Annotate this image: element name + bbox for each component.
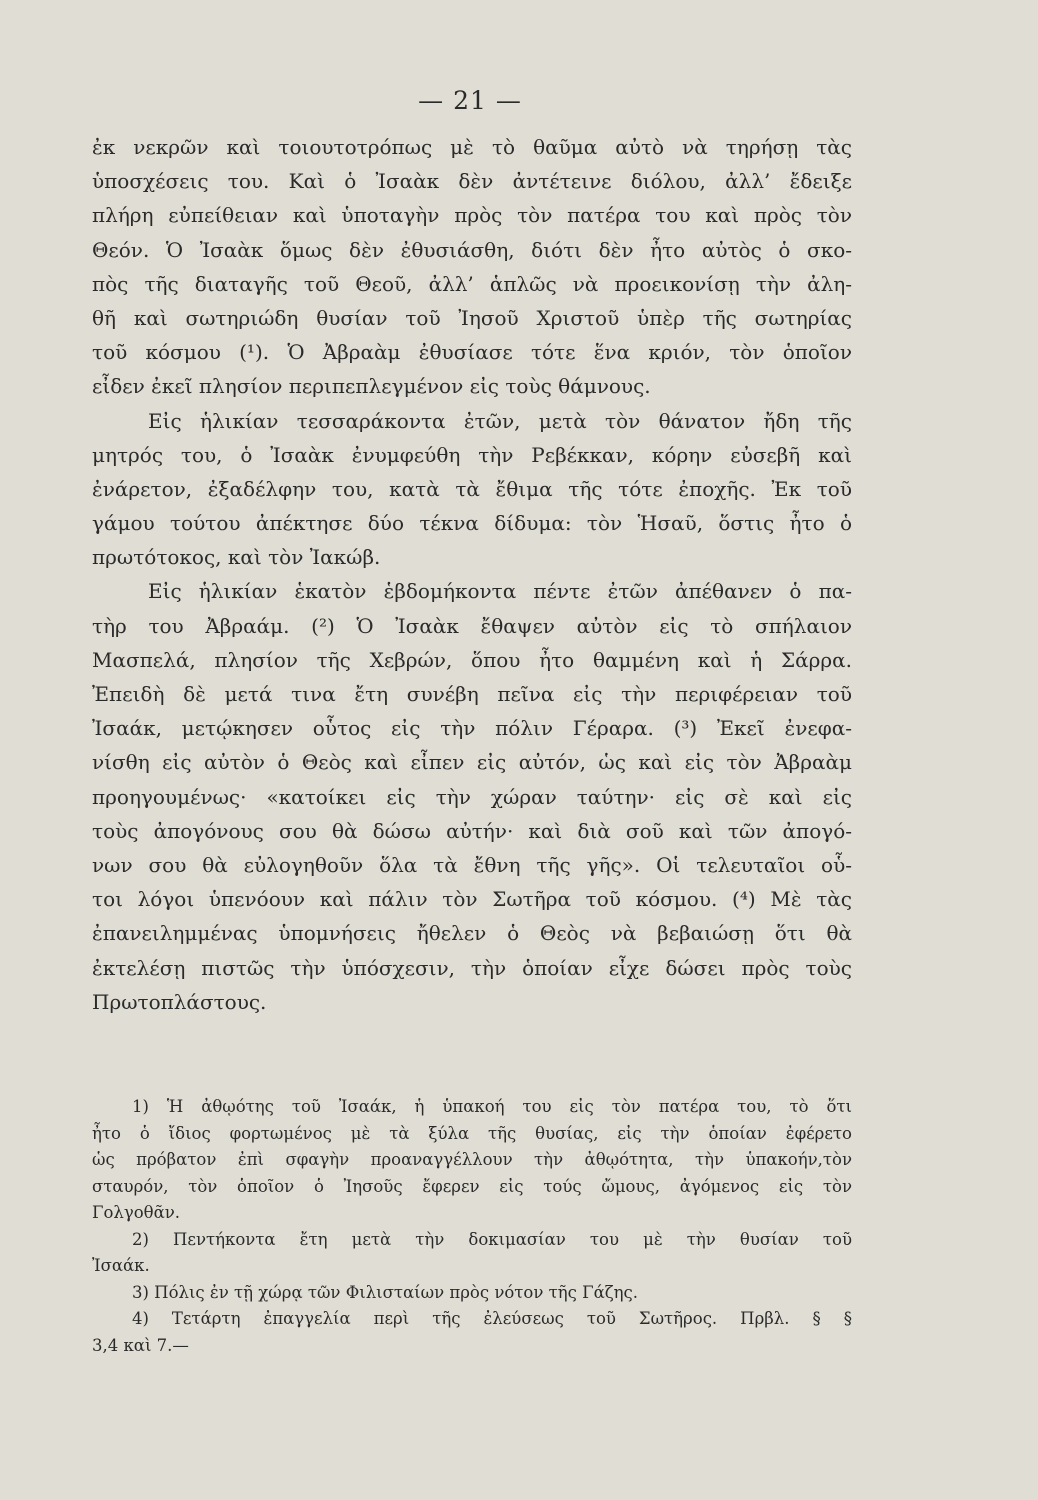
main-text — [92, 130, 852, 1019]
footnote-line: ὡς πρόβατον ἐπὶ σφαγὴν προαναγγέλλουν τὴν ἀθῳότητα, τὴν ὑπακοήν,τὸν — [92, 1150, 852, 1169]
text-line: ὑποσχέσεις του. Καὶ ὁ Ἰσαὰκ δὲν ἀντέτεινε διόλου, ἀλλ’ ἔδειξε — [92, 169, 852, 194]
footnote-3: 3) Πόλις ἐν τῇ χώρᾳ τῶν Φιλισταίων πρὸς νότον τῆς Γάζης. — [132, 1282, 639, 1302]
text-line: τὴρ του Ἀβραάμ. (²) Ὁ Ἰσαὰκ ἔθαψεν αὐτὸν εἰς τὸ σπήλαιον — [92, 613, 852, 638]
paragraph-start: Εἰς ἡλικίαν τεσσαράκοντα ἐτῶν, μετὰ τὸν θάνατον ἤδη τῆς — [148, 408, 852, 433]
text-line: θῆ καὶ σωτηριώδη θυσίαν τοῦ Ἰησοῦ Χριστοῦ ὑπὲρ τῆς σωτηρίας — [92, 305, 852, 330]
footnote-1: 1) Ἡ ἀθῳότης τοῦ Ἰσαάκ, ἡ ὑπακοή του εἰς τὸν πατέρα του, τὸ ὅτι — [132, 1097, 852, 1116]
text-line: τοῦ κόσμου (¹). Ὁ Ἀβραὰμ ἐθυσίασε τότε ἕνα κριόν, τὸν ὁποῖον — [92, 340, 852, 365]
text-line: πλήρη εὐπείθειαν καὶ ὑποταγὴν πρὸς τὸν πατέρα του καὶ πρὸς τὸν — [92, 203, 852, 228]
footnote-2: 2) Πεντήκοντα ἔτη μετὰ τὴν δοκιμασίαν του μὲ τὴν θυσίαν τοῦ — [132, 1229, 852, 1249]
footnote-line: Γολγοθᾶν. — [92, 1203, 180, 1222]
text-line: τοι λόγοι ὑπενόουν καὶ πάλιν τὸν Σωτῆρα τοῦ κόσμου. (⁴) Μὲ τὰς — [92, 887, 852, 912]
footnote-4: 4) Τετάρτη ἐπαγγελία περὶ τῆς ἐλεύσεως τοῦ Σωτῆρος. Πρβλ. § § — [132, 1309, 852, 1328]
footnote-line: 3,4 καὶ 7.— — [92, 1335, 189, 1355]
text-line: Ἐπειδὴ δὲ μετά τινα ἔτη συνέβη πεῖνα εἰς τὴν περιφέρειαν τοῦ — [92, 682, 852, 706]
text-line: ἐκ νεκρῶν καὶ τοιουτοτρόπως μὲ τὸ θαῦμα αὐτὸ νὰ τηρήσῃ τὰς — [92, 135, 852, 159]
text-line: Πρωτοπλάστους. — [92, 989, 267, 1014]
text-line: μητρός του, ὁ Ἰσαὰκ ἐνυμφεύθη τὴν Ρεβέκκαν, κόρην εὐσεβῆ καὶ — [92, 442, 852, 467]
text-line: ἐνάρετον, ἐξαδέλφην του, κατὰ τὰ ἔθιμα τῆς τότε ἐποχῆς. Ἐκ τοῦ — [92, 476, 852, 501]
footnote-line: ἦτο ὁ ἴδιος φορτωμένος μὲ τὰ ξύλα τῆς θυσίας, εἰς τὴν ὁποίαν ἐφέρετο — [92, 1123, 852, 1143]
text-line: ἐκτελέσῃ πιστῶς τὴν ὑπόσχεσιν, τὴν ὁποίαν εἶχε δώσει πρὸς τοὺς — [92, 955, 852, 980]
page-number: — 21 — — [418, 86, 522, 115]
footnote-line: Ἰσαάκ. — [92, 1256, 150, 1275]
text-line: εἶδεν ἐκεῖ πλησίον περιπεπλεγμένον εἰς τοὺς θάμνους. — [92, 374, 651, 399]
text-line: νίσθη εἰς αὐτὸν ὁ Θεὸς καὶ εἶπεν εἰς αὐτόν, ὡς καὶ εἰς τὸν Ἀβραὰμ — [92, 750, 852, 775]
text-line: πὸς τῆς διαταγῆς τοῦ Θεοῦ, ἀλλ’ ἁπλῶς νὰ προεικονίσῃ τὴν ἀλη- — [92, 271, 852, 296]
text-line: τοὺς ἀπογόνους σου θὰ δώσω αὐτήν· καὶ διὰ σοῦ καὶ τῶν ἀπογό- — [92, 818, 852, 843]
text-line: Μασπελά, πλησίον τῆς Χεβρών, ὅπου ἦτο θαμμένη καὶ ἡ Σάρρα. — [92, 647, 852, 672]
text-line: Θεόν. Ὁ Ἰσαὰκ ὅμως δὲν ἐθυσιάσθη, διότι δὲν ἦτο αὐτὸς ὁ σκο- — [92, 237, 852, 262]
text-line: γάμου τούτου ἀπέκτησε δύο τέκνα δίδυμα: τὸν Ἡσαῦ, ὅστις ἦτο ὁ — [92, 511, 852, 536]
text-line: προηγουμένως· «κατοίκει εἰς τὴν χώραν ταύτην· εἰς σὲ καὶ εἰς — [92, 784, 852, 809]
footnotes — [92, 1094, 852, 1359]
footnote-line: σταυρόν, τὸν ὁποῖον ὁ Ἰησοῦς ἔφερεν εἰς τούς ὤμους, ἀγόμενος εἰς τὸν — [92, 1176, 852, 1196]
paragraph-start: Εἰς ἡλικίαν ἑκατὸν ἑβδομήκοντα πέντε ἐτῶν ἀπέθανεν ὁ πα- — [148, 579, 852, 604]
text-line: Ἰσαάκ, μετῴκησεν οὗτος εἰς τὴν πόλιν Γέραρα. (³) Ἐκεῖ ἐνεφα- — [92, 716, 852, 741]
text-line: πρωτότοκος, καὶ τὸν Ἰακώβ. — [92, 545, 381, 570]
text-line: νων σου θὰ εὐλογηθοῦν ὅλα τὰ ἔθνη τῆς γῆς». Οἱ τελευταῖοι οὗ- — [92, 852, 852, 877]
text-line: ἐπανειλημμένας ὑπομνήσεις ἤθελεν ὁ Θεὸς νὰ βεβαιώσῃ ὅτι θὰ — [92, 921, 852, 946]
